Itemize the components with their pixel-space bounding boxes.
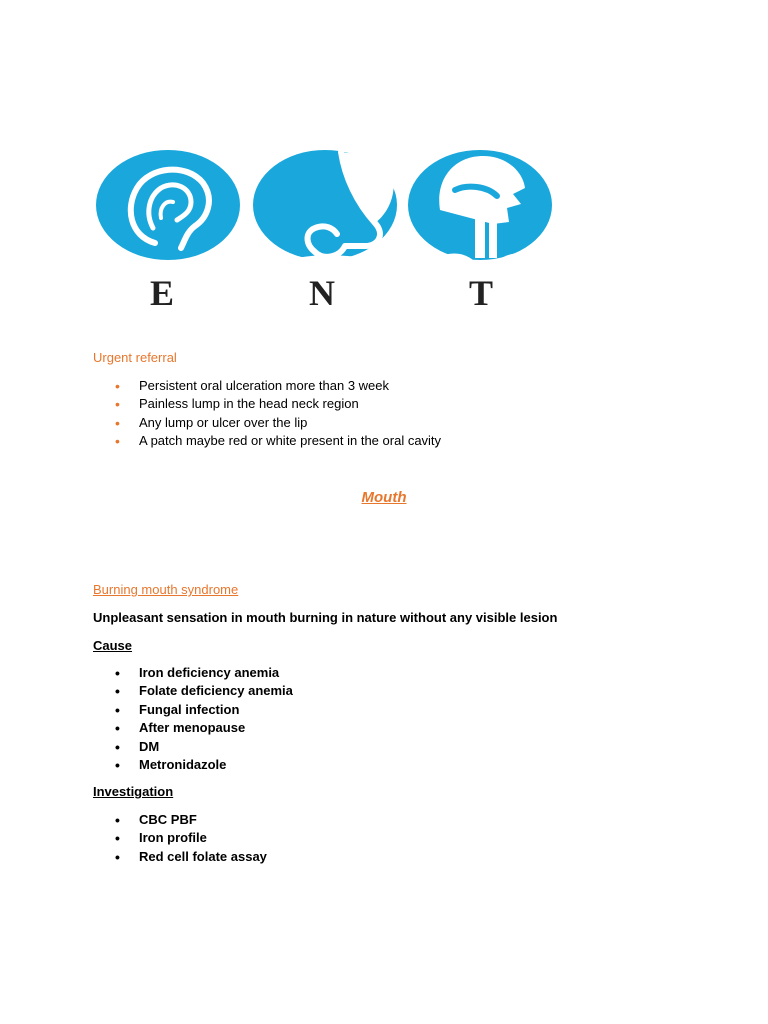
nose-icon [253,150,397,260]
list-item: • DM [93,738,293,756]
ear-icon [96,150,240,260]
burning-mouth-definition: Unpleasant sensation in mouth burning in nature without any visible lesion [93,610,558,625]
burning-mouth-heading: Burning mouth syndrome [93,582,239,597]
cause-list [93,664,293,774]
list-item: • Folate deficiency anemia [93,682,293,700]
urgent-referral-heading: Urgent referral [93,350,177,365]
list-item: • Persistent oral ulceration more than 3 week [93,377,441,395]
list-item: • Iron deficiency anemia [93,664,293,682]
list-item: • Any lump or ulcer over the lip [93,414,441,432]
list-item: • After menopause [93,719,293,737]
logo-letter-e: E [150,273,175,313]
list-item: • A patch maybe red or white present in the oral cavity [93,432,441,450]
cause-heading: Cause [93,638,133,653]
throat-icon [408,150,552,266]
investigation-heading: Investigation [93,784,174,799]
section-title-mouth: Mouth [361,489,407,506]
list-item: • Fungal infection [93,701,293,719]
logo-letter-n: N [309,273,335,313]
investigation-list [93,811,267,866]
logo-letter-t: T [469,273,494,313]
list-item: • Painless lump in the head neck region [93,395,441,413]
list-item: • CBC PBF [93,811,267,829]
urgent-referral-list [93,377,441,451]
list-item: • Red cell folate assay [93,848,267,866]
list-item: • Iron profile [93,829,267,847]
list-item: • Metronidazole [93,756,293,774]
